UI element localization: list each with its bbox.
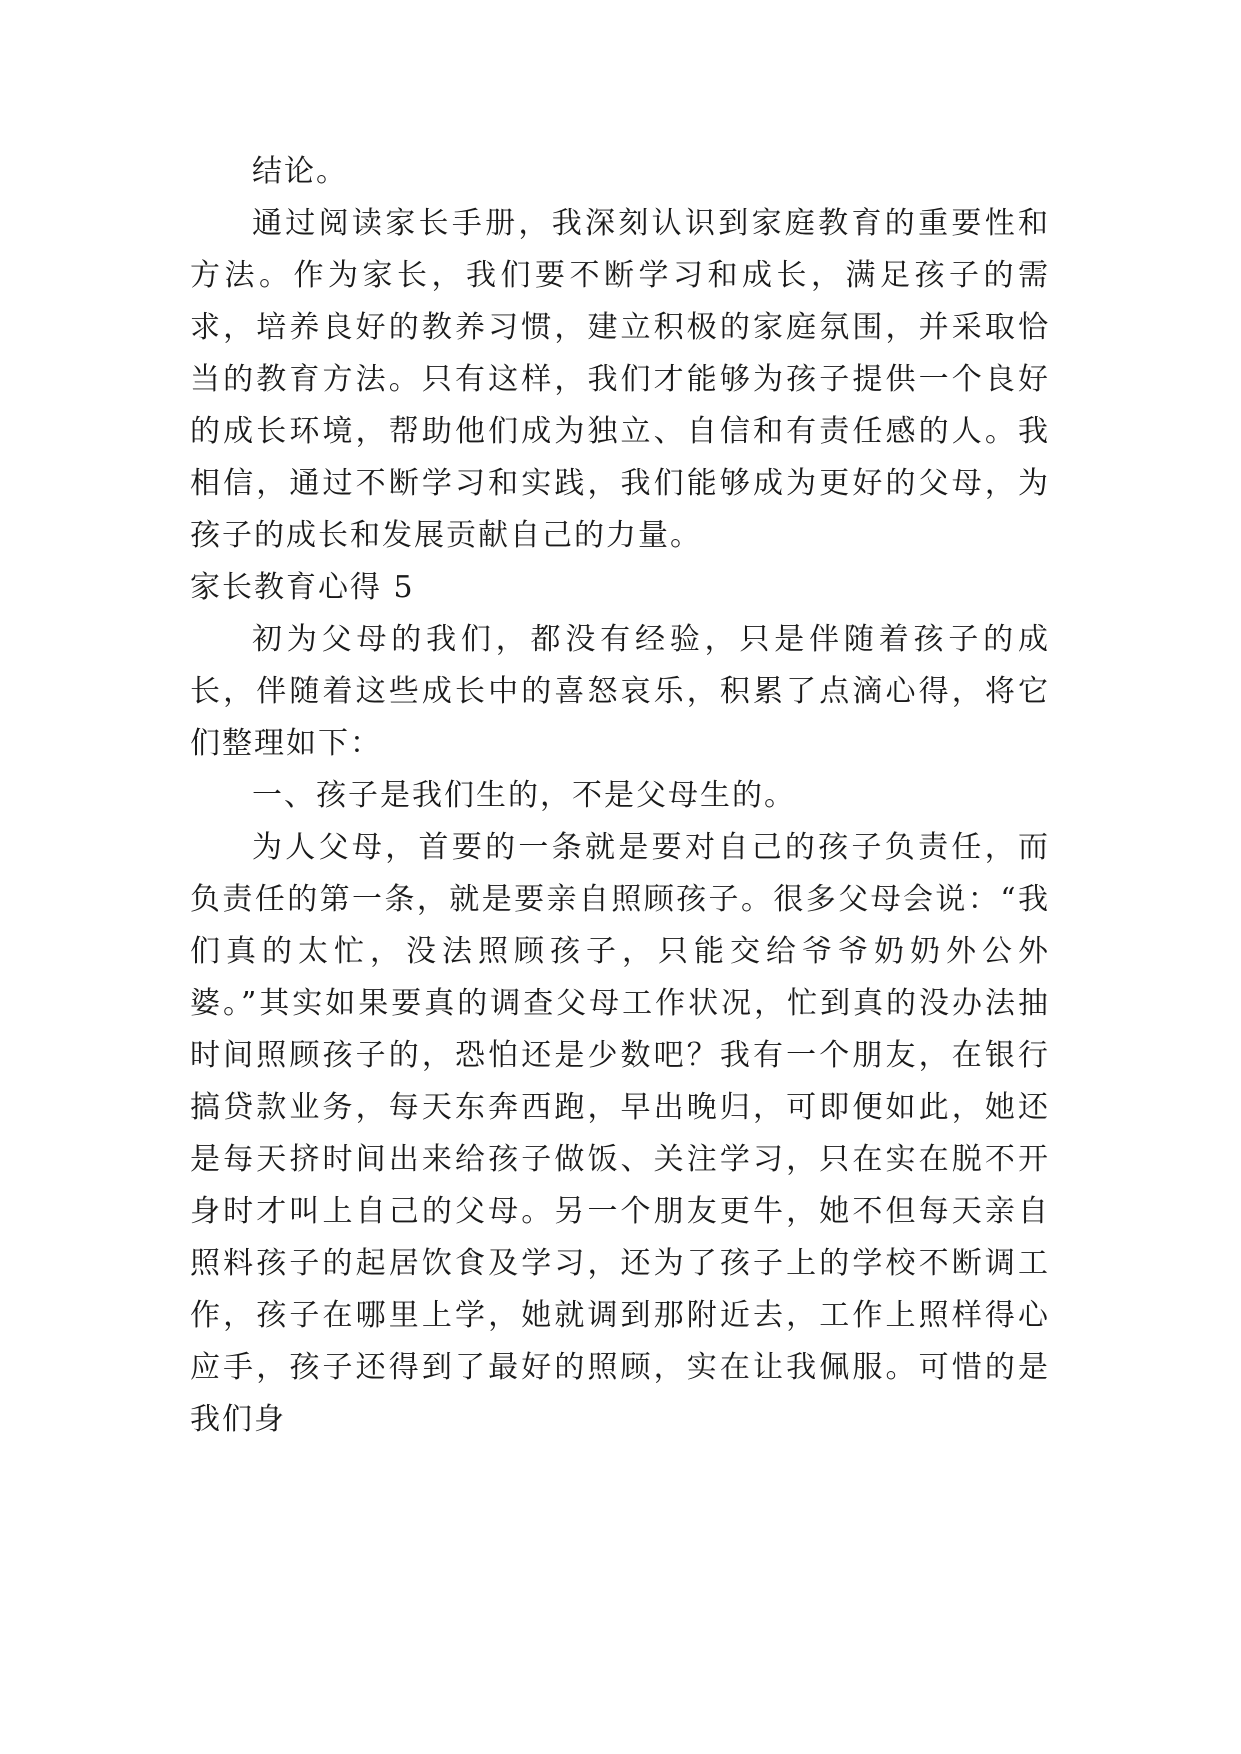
paragraph-intro: 初为父母的我们，都没有经验，只是伴随着孩子的成长，伴随着这些成长中的喜怒哀乐，积累了点滴心得，将它们整理如下：	[190, 622, 1050, 761]
paragraph-point-one-body: 为人父母，首要的一条就是要对自己的孩子负责任，而负责任的第一条，就是要亲自照顾孩子。很多父母会说：“我们真的太忙，没法照顾孩子，只能交给爷爷奶奶外公外婆。”其实如果要真的调查父母工作状况，忙到真的没办法抽时间照顾孩子的，恐怕还是少数吧？我有一个朋友，在银行搞贷款业务，每天东奔西跑，早出晚归，可即便如此，她还是每天挤时间出来给孩子做饭、关注学习，只在实在脱不开身时才叫上自己的父母。另一个朋友更牛，她不但每天亲自照料孩子的起居饮食及学习，还为了孩子上的学校不断调工作，孩子在哪里上学，她就调到那附近去，工作上照样得心应手，孩子还得到了最好的照顾，实在让我佩服。可惜的是我们身	[190, 830, 1050, 1437]
paragraph-conclusion: 结论。	[252, 154, 348, 189]
section-heading: 家长教育心得 5	[190, 570, 415, 605]
paragraph-point-one-title: 一、孩子是我们生的，不是父母生的。	[252, 778, 796, 813]
paragraph-summary: 通过阅读家长手册，我深刻认识到家庭教育的重要性和方法。作为家长，我们要不断学习和成长，满足孩子的需求，培养良好的教养习惯，建立积极的家庭氛围，并采取恰当的教育方法。只有这样，我们才能够为孩子提供一个良好的成长环境，帮助他们成为独立、自信和有责任感的人。我相信，通过不断学习和实践，我们能够成为更好的父母，为孩子的成长和发展贡献自己的力量。	[190, 206, 1050, 553]
